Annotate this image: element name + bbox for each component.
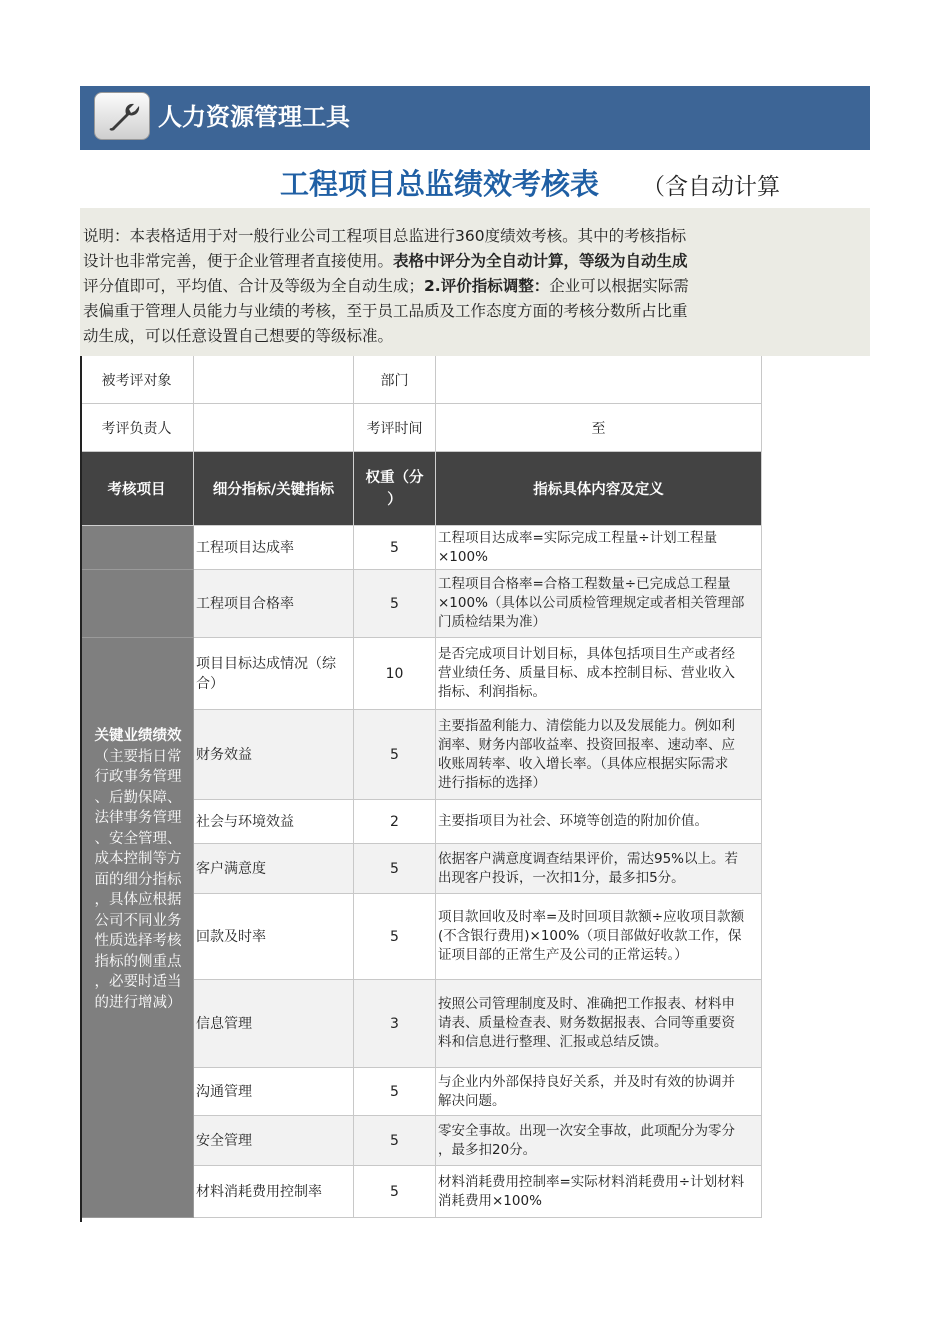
- banner-title: 人力资源管理工具: [158, 103, 350, 131]
- category-line: 面的细分指标: [94, 871, 182, 888]
- indicator-cell: 信息管理: [194, 980, 354, 1068]
- category-line: 公司不同业务: [94, 912, 182, 929]
- category-line: ，具体应根据: [94, 892, 182, 908]
- weight-cell: 5: [354, 1068, 436, 1116]
- indicator-cell: 财务效益: [194, 710, 354, 800]
- table-left-border: [80, 356, 82, 1222]
- weight-cell: 5: [354, 894, 436, 980]
- indicator-cell: 客户满意度: [194, 844, 354, 894]
- instructions-panel: [80, 208, 870, 356]
- dept-label: 部门: [354, 356, 436, 404]
- title-subtitle: （含自动计算: [642, 174, 780, 200]
- note-line: 表偏重于管理人员能力与业绩的考核，至于员工品质及工作态度方面的考核分数所占比重: [83, 302, 688, 320]
- header-definition: 指标具体内容及定义: [436, 452, 762, 526]
- document-title: [80, 160, 780, 202]
- header-weight: 权重（分 ）: [354, 452, 436, 526]
- category-line: 、安全管理、: [94, 830, 182, 847]
- weight-cell: 10: [354, 638, 436, 710]
- definition-cell: 是否完成项目计划目标，具体包括项目生产或者经 营业绩任务、质量目标、成本控制目标、营业收入 指标、利润指标。: [436, 638, 762, 710]
- weight-cell: 5: [354, 710, 436, 800]
- definition-cell: 项目款回收及时率=及时回项目款额÷应收项目款额 (不含银行费用)×100%（项目部做好收款工作，保 证项目部的正常生产及公司的正常运转。）: [436, 894, 762, 980]
- category-cell: [80, 570, 194, 638]
- category-line: 的进行增减）: [94, 994, 182, 1011]
- category-cell: [80, 526, 194, 570]
- weight-cell: 5: [354, 1116, 436, 1166]
- category-line: 行政事务管理: [94, 769, 182, 785]
- target-input[interactable]: [194, 356, 354, 404]
- weight-cell: 5: [354, 570, 436, 638]
- indicator-cell: 回款及时率: [194, 894, 354, 980]
- category-line: 法律事务管理: [94, 810, 182, 826]
- weight-cell: 5: [354, 1166, 436, 1218]
- definition-cell: 工程项目达成率=实际完成工程量÷计划工程量 ×100%: [436, 526, 762, 570]
- weight-cell: 5: [354, 844, 436, 894]
- definition-cell: 与企业内外部保持良好关系，并及时有效的协调并 解决问题。: [436, 1068, 762, 1116]
- category-line: 指标的侧重点: [94, 953, 182, 970]
- definition-cell: 零安全事故。出现一次安全事故，此项配分为零分 ，最多扣20分。: [436, 1116, 762, 1166]
- definition-cell: 工程项目合格率=合格工程数量÷已完成总工程量 ×100%（具体以公司质检管理规定或者相关管理部 门质检结果为准）: [436, 570, 762, 638]
- dept-input[interactable]: [436, 356, 762, 404]
- indicator-cell: 项目目标达成情况（综 合）: [194, 638, 354, 710]
- category-label: 关键业绩绩效 （主要指日常 行政事务管理 、后勤保障、 法律事务管理 、安全管理、 成本控制等方 面的细分指标 ，具体应根据 公司不同业务 性质选择考核 指标的侧重点 ，必要时适当 的进行增减）: [86, 726, 190, 1013]
- weight-cell: 5: [354, 526, 436, 570]
- note-line: 动生成，可以任意设置自己想要的等级标准。: [83, 327, 394, 345]
- definition-cell: 按照公司管理制度及时、准确把工作报表、材料申 请表、质量检查表、财务数据报表、合同等重要资 料和信息进行整理、汇报或总结反馈。: [436, 980, 762, 1068]
- category-line: 性质选择考核: [94, 933, 182, 949]
- indicator-cell: 工程项目达成率: [194, 526, 354, 570]
- category-line: 成本控制等方: [94, 851, 182, 867]
- indicator-cell: 材料消耗费用控制率: [194, 1166, 354, 1218]
- title-main: 工程项目总监绩效考核表: [280, 167, 600, 201]
- category-line: ，必要时适当: [94, 974, 182, 990]
- definition-cell: 依据客户满意度调查结果评价，需达95%以上。若 出现客户投诉，一次扣1分，最多扣5分。: [436, 844, 762, 894]
- wrench-icon: [94, 92, 150, 140]
- indicator-cell: 工程项目合格率: [194, 570, 354, 638]
- note-line: 设计也非常完善，便于企业管理者直接使用。表格中评分为全自动计算，等级为自动生成: [83, 252, 688, 270]
- time-input[interactable]: 至: [436, 404, 762, 452]
- definition-cell: 主要指项目为社会、环境等创造的附加价值。: [436, 800, 762, 844]
- definition-cell: 主要指盈利能力、清偿能力以及发展能力。例如利 润率、财务内部收益率、投资回报率、速动率、应 收账周转率、收入增长率。（具体应根据实际需求 进行指标的选择）: [436, 710, 762, 800]
- indicator-cell: 社会与环境效益: [194, 800, 354, 844]
- category-line: 、后勤保障、: [94, 789, 182, 806]
- app-banner: [80, 86, 870, 150]
- indicator-cell: 沟通管理: [194, 1068, 354, 1116]
- category-line: （主要指日常: [94, 748, 182, 765]
- owner-input[interactable]: [194, 404, 354, 452]
- time-label: 考评时间: [354, 404, 436, 452]
- header-indicator: 细分指标/关键指标: [194, 452, 354, 526]
- weight-cell: 3: [354, 980, 436, 1068]
- definition-cell: 材料消耗费用控制率=实际材料消耗费用÷计划材料 消耗费用×100%: [436, 1166, 762, 1218]
- target-label: 被考评对象: [80, 356, 194, 404]
- header-category: 考核项目: [80, 452, 194, 526]
- indicator-cell: 安全管理: [194, 1116, 354, 1166]
- note-line: 评分值即可，平均值、合计及等级为全自动生成；2.评价指标调整：企业可以根据实际需: [83, 277, 689, 295]
- owner-label: 考评负责人: [80, 404, 194, 452]
- note-line: 说明：本表格适用于对一般行业公司工程项目总监进行360度绩效考核。其中的考核指标: [83, 227, 687, 245]
- weight-cell: 2: [354, 800, 436, 844]
